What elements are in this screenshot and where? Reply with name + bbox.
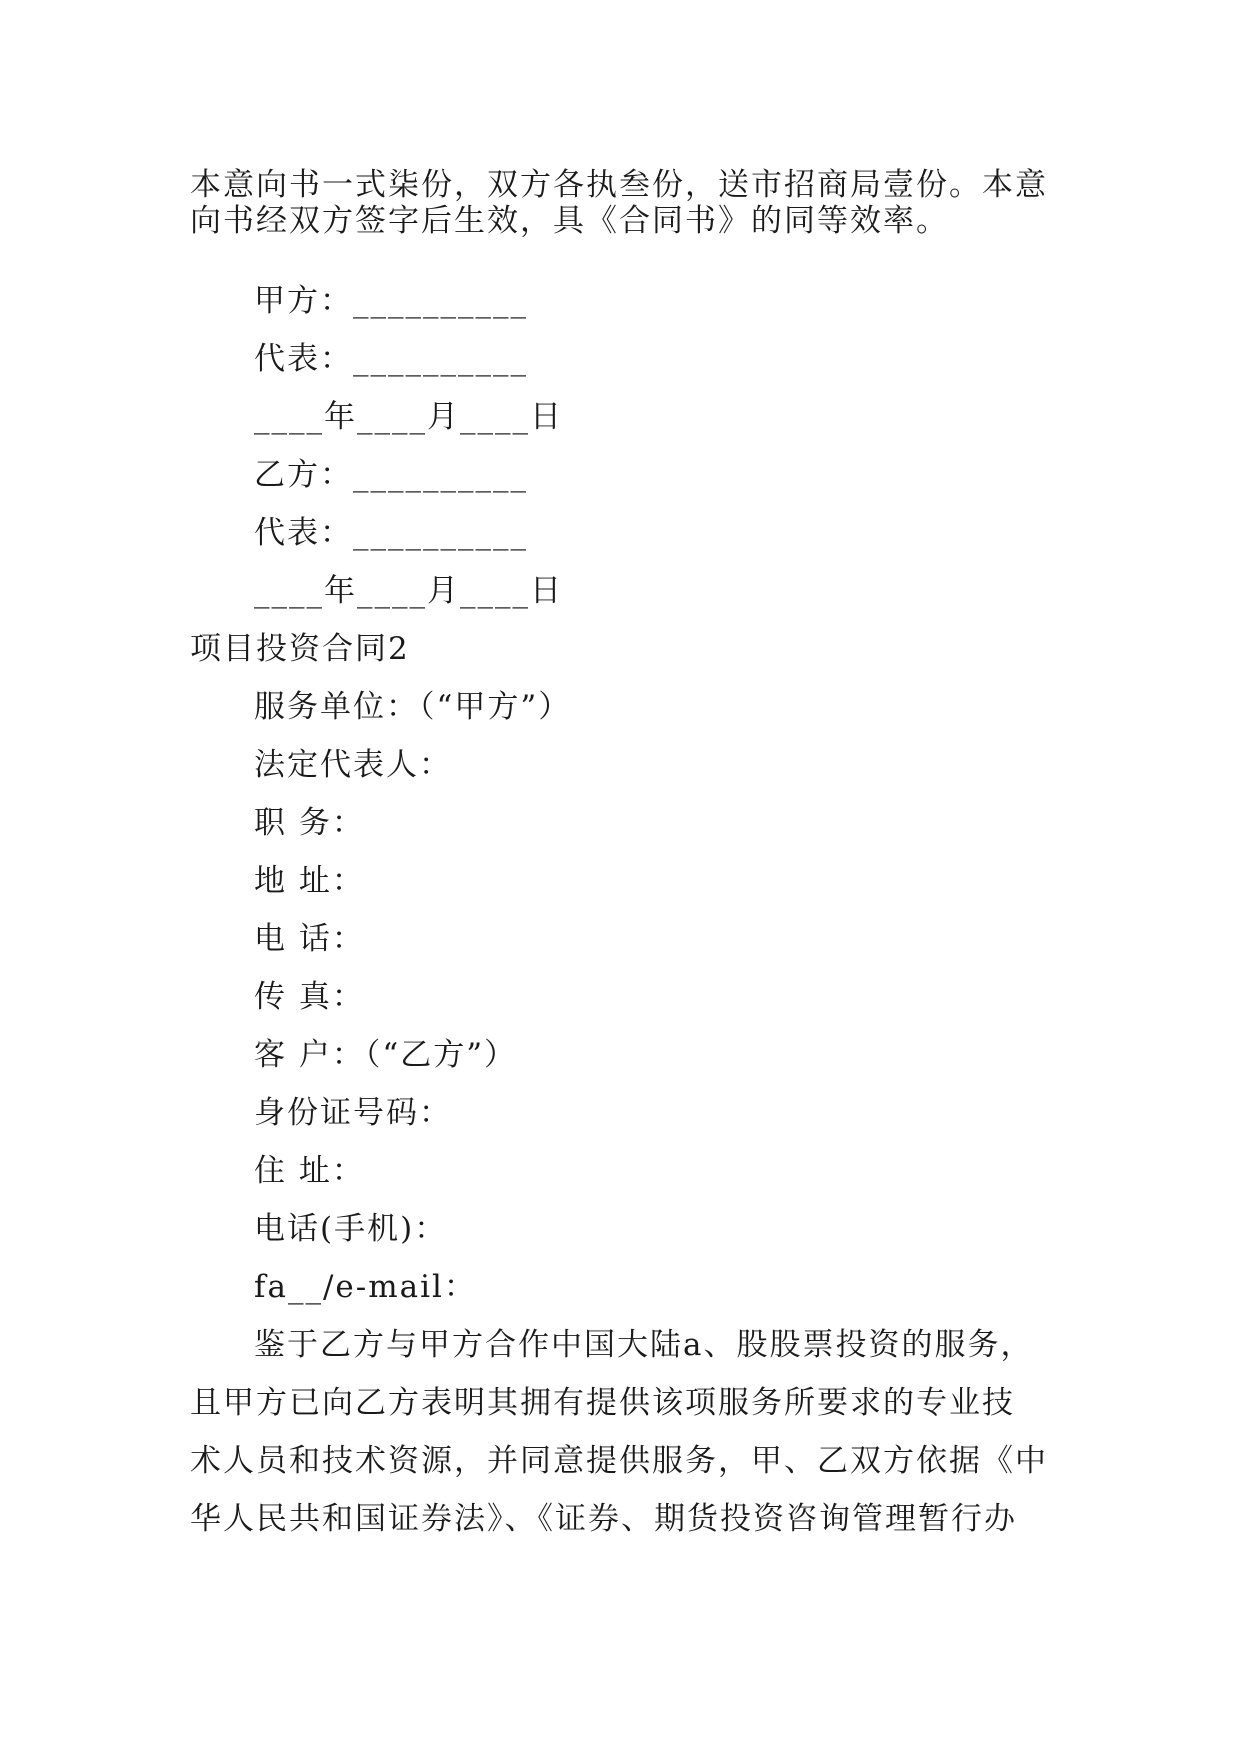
- party-a-date-field: ____年____月____日: [254, 399, 563, 435]
- id-number-field: 身份证号码：: [254, 1095, 452, 1131]
- fax-field: 传 真：: [254, 979, 365, 1015]
- address-field: 地 址：: [254, 863, 365, 899]
- party-a-representative-field: 代表：__________: [254, 341, 528, 377]
- party-b-representative-field: 代表：__________: [254, 515, 528, 551]
- mobile-phone-field: 电话(手机)：: [254, 1211, 448, 1247]
- client-field: 客 户：（“乙方”）: [254, 1037, 518, 1073]
- position-field: 职 务：: [254, 805, 365, 841]
- fax-email-field: fa__/e-mail：: [254, 1269, 477, 1305]
- residence-field: 住 址：: [254, 1153, 365, 1189]
- paragraph-line: 鉴于乙方与甲方合作中国大陆a、股股票投资的服务，: [254, 1327, 1034, 1363]
- paragraph-line: 且甲方已向乙方表明其拥有提供该项服务所要求的专业技: [190, 1385, 1015, 1421]
- phone-field: 电 话：: [254, 921, 365, 957]
- paragraph-line: 本意向书一式柒份，双方各执叁份，送市招商局壹份。本意: [190, 167, 1048, 203]
- section-title: 项目投资合同2: [190, 631, 410, 667]
- party-b-date-field: ____年____月____日: [254, 573, 563, 609]
- legal-representative-field: 法定代表人：: [254, 747, 452, 783]
- paragraph-line: 向书经双方签字后生效，具《合同书》的同等效率。: [190, 203, 949, 239]
- paragraph-line: 华人民共和国证券法》、《证券、期货投资咨询管理暂行办: [190, 1501, 1017, 1537]
- paragraph-line: 术人员和技术资源，并同意提供服务，甲、乙双方依据《中: [190, 1443, 1048, 1479]
- party-a-field: 甲方：__________: [254, 283, 528, 319]
- party-b-field: 乙方：__________: [254, 457, 528, 493]
- service-unit-field: 服务单位：（“甲方”）: [254, 689, 572, 725]
